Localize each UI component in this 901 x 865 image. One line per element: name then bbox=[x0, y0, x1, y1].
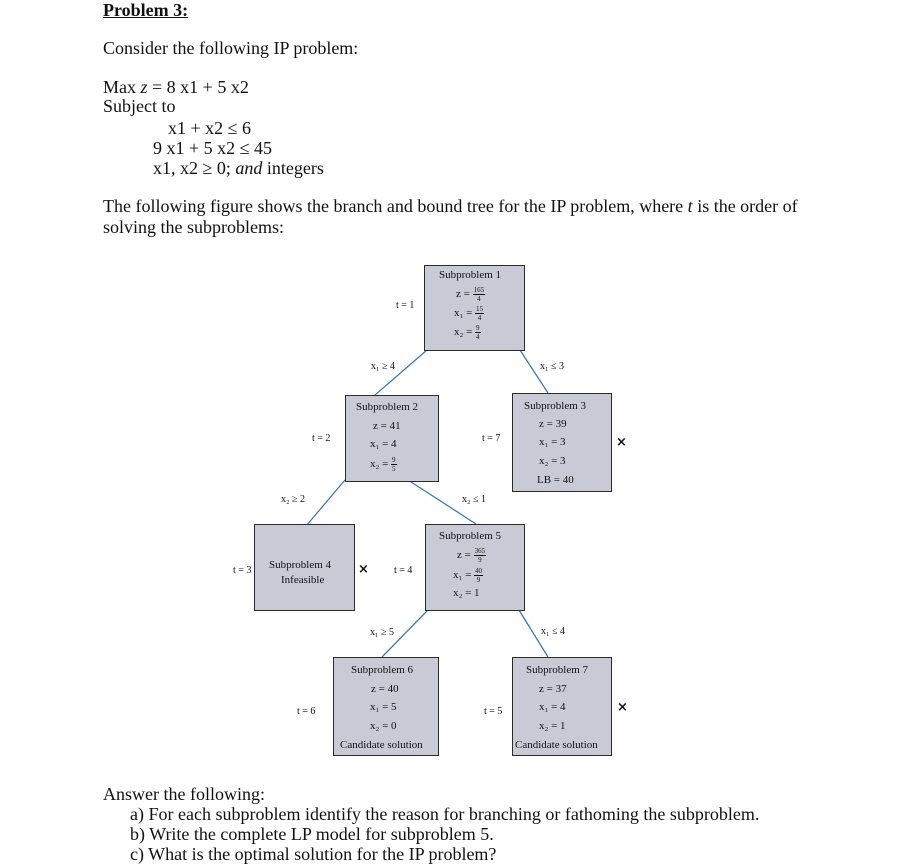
sp1-x2: x₂ = $\frac{9}{4}$ bbox=[454, 324, 480, 341]
edge-label-x1-le-3: x₁ ≤ 3 bbox=[540, 361, 564, 372]
subproblem-5-node bbox=[425, 524, 525, 611]
objective-function: Max z = 8 x1 + 5 x2 bbox=[103, 77, 249, 97]
figure-intro-line-2: solving the subproblems: bbox=[103, 217, 284, 237]
sp3-fathomed-mark: × bbox=[616, 435, 627, 450]
sp2-x1: x₁ = 4 bbox=[370, 438, 397, 450]
subproblem-3-node bbox=[512, 393, 612, 492]
edge-label-x2-ge-2: x₂ ≥ 2 bbox=[281, 494, 305, 505]
sp3-title: Subproblem 3 bbox=[524, 400, 587, 412]
sp6-z: z = 40 bbox=[371, 683, 399, 695]
sp6-title: Subproblem 6 bbox=[351, 664, 414, 676]
problem-title: Problem 3: bbox=[103, 0, 189, 20]
sp2-z: z = 41 bbox=[373, 420, 401, 432]
sp2-order: t = 2 bbox=[312, 433, 331, 444]
sp7-fathomed-mark: × bbox=[617, 700, 628, 715]
sp3-x2: x₂ = 3 bbox=[539, 455, 566, 467]
sp2-title: Subproblem 2 bbox=[356, 401, 419, 413]
question-b: b) Write the complete LP model for subproblem 5. bbox=[130, 824, 494, 844]
sp1-order: t = 1 bbox=[396, 300, 415, 311]
sp3-order: t = 7 bbox=[482, 433, 501, 444]
sp5-z: z = $\frac{365}{9}$ bbox=[457, 547, 486, 564]
edge-label-x2-le-1: x₂ ≤ 1 bbox=[462, 494, 486, 505]
sp6-order: t = 6 bbox=[297, 706, 316, 717]
intro-text: Consider the following IP problem: bbox=[103, 38, 359, 58]
sp4-infeasible: Infeasible bbox=[281, 574, 325, 586]
edge-label-x1-ge-4: x₁ ≥ 4 bbox=[371, 361, 395, 372]
sp7-x2: x₂ = 1 bbox=[539, 720, 566, 732]
sp5-x1: x₁ = $\frac{40}{9}$ bbox=[453, 567, 483, 584]
constraint-2: 9 x1 + 5 x2 ≤ 45 bbox=[153, 138, 273, 158]
sp1-x1: x₁ = $\frac{15}{4}$ bbox=[454, 305, 484, 322]
answer-header: Answer the following: bbox=[103, 784, 265, 804]
sp7-z: z = 37 bbox=[539, 683, 567, 695]
sp4-fathomed-mark: × bbox=[358, 562, 369, 577]
sp7-x1: x₁ = 4 bbox=[539, 701, 566, 713]
sp5-order: t = 4 bbox=[394, 565, 413, 576]
sp2-x2: x₂ = $\frac{9}{5}$ bbox=[370, 456, 396, 473]
subject-to-label: Subject to bbox=[103, 96, 176, 116]
subproblem-6-node bbox=[333, 657, 439, 756]
edge-label-x1-le-4: x₁ ≤ 4 bbox=[541, 626, 565, 637]
sp6-candidate: Candidate solution bbox=[340, 739, 423, 751]
subproblem-1-node bbox=[424, 265, 525, 351]
constraint-3: x1, x2 ≥ 0; and integers bbox=[153, 158, 324, 178]
sp3-z: z = 39 bbox=[539, 418, 567, 430]
sp3-x1: x₁ = 3 bbox=[539, 436, 566, 448]
edge-sp1-sp2 bbox=[375, 350, 427, 395]
constraint-1: x1 + x2 ≤ 6 bbox=[168, 118, 252, 138]
sp4-title: Subproblem 4 bbox=[269, 559, 332, 571]
sp7-order: t = 5 bbox=[484, 706, 503, 717]
sp7-title: Subproblem 7 bbox=[526, 664, 589, 676]
sp1-title: Subproblem 1 bbox=[439, 269, 502, 281]
sp6-x2: x₂ = 0 bbox=[370, 720, 397, 732]
sp3-lb: LB = 40 bbox=[537, 474, 574, 486]
sp4-order: t = 3 bbox=[233, 565, 252, 576]
sp5-title: Subproblem 5 bbox=[439, 530, 502, 542]
question-a: a) For each subproblem identify the reason for branching or fathoming the subproblem. bbox=[130, 804, 760, 824]
sp1-z: z = $\frac{165}{4}$ bbox=[456, 286, 485, 303]
sp6-x1: x₁ = 5 bbox=[370, 701, 397, 713]
edge-sp2-sp4 bbox=[306, 480, 345, 526]
subproblem-2-node bbox=[345, 395, 439, 482]
question-c: c) What is the optimal solution for the IP problem? bbox=[130, 844, 497, 864]
sp5-x2: x₂ = 1 bbox=[453, 587, 480, 599]
sp7-candidate: Candidate solution bbox=[515, 739, 598, 751]
figure-intro-line-1: The following figure shows the branch and bound tree for the IP problem, where t is the order of bbox=[103, 196, 798, 216]
subproblem-7-node bbox=[512, 657, 612, 756]
edge-label-x1-ge-5: x₁ ≥ 5 bbox=[370, 627, 394, 638]
subproblem-4-node bbox=[254, 524, 355, 611]
